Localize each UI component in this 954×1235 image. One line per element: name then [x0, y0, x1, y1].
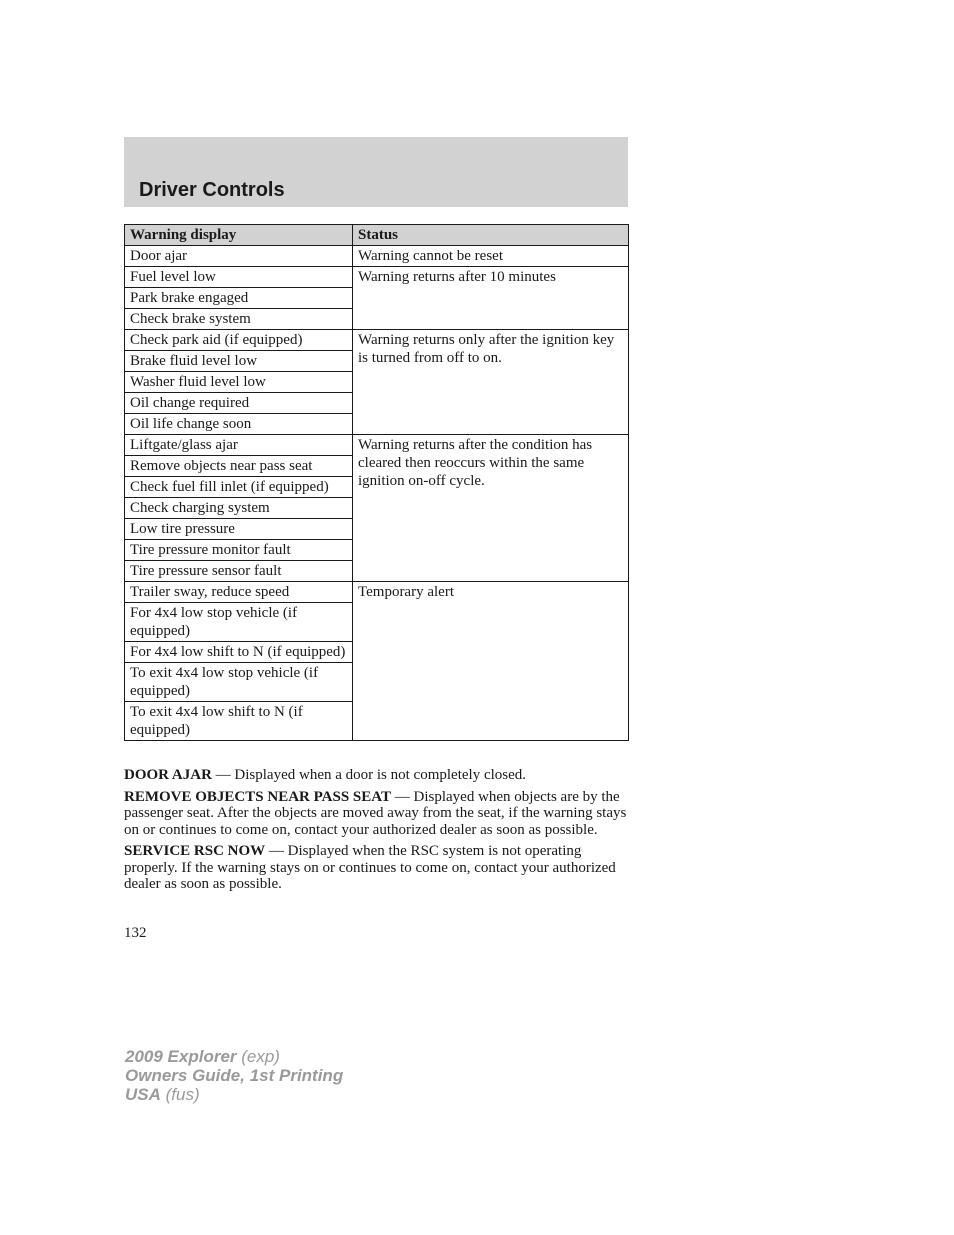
warning-cell: Fuel level low: [125, 267, 353, 288]
page-number: 132: [124, 925, 147, 941]
desc-remove-objects: — Displayed when objects are by the passenger seat. After the objects are moved away from the seat, if the warning stays on or continues to come on, contact your authorized dealer as soon as possible.: [124, 788, 627, 838]
paragraph-service-rsc: [124, 843, 628, 893]
warning-cell: Washer fluid level low: [125, 372, 353, 393]
footer-market: USA: [125, 1085, 161, 1104]
footer-market-code: (fus): [160, 1085, 200, 1104]
warning-cell: Tire pressure monitor fault: [125, 540, 353, 561]
term-remove-objects: REMOVE OBJECTS NEAR PASS SEAT: [124, 788, 391, 805]
warning-cell: Park brake engaged: [125, 288, 353, 309]
table-row: [125, 267, 629, 288]
table-header-row: [125, 225, 629, 246]
column-header-status: Status: [353, 225, 629, 246]
warning-cell: Check park aid (if equipped): [125, 330, 353, 351]
table-row: [125, 246, 629, 267]
warning-cell: Brake fluid level low: [125, 351, 353, 372]
desc-service-rsc: — Displayed when the RSC system is not operating properly. If the warning stays on or continues to come on, contact your authorized dealer as soon as possible.: [124, 843, 616, 892]
footer-guide: Owners Guide, 1st Printing: [125, 1066, 344, 1085]
table-row: [125, 330, 629, 351]
footer-model: 2009 Explorer: [125, 1047, 237, 1066]
desc-door-ajar: — Displayed when a door is not completely closed.: [211, 767, 527, 783]
warning-cell: To exit 4x4 low shift to N (if equipped): [125, 702, 353, 741]
warning-cell: Check brake system: [125, 309, 353, 330]
warning-cell: Check fuel fill inlet (if equipped): [125, 477, 353, 498]
status-cell: Warning returns only after the ignition key is turned from off to on.: [353, 330, 629, 435]
warning-cell: Oil change required: [125, 393, 353, 414]
paragraph-remove-objects: [124, 789, 628, 839]
status-cell: Warning returns after the condition has cleared then reoccurs within the same ignition on-off cycle.: [353, 435, 629, 582]
footer-line-3: [125, 1085, 343, 1104]
warning-cell: To exit 4x4 low stop vehicle (if equipped): [125, 663, 353, 702]
warning-cell: Oil life change soon: [125, 414, 353, 435]
term-door-ajar: DOOR AJAR: [124, 767, 212, 783]
section-header-band: [124, 137, 628, 207]
warning-cell: For 4x4 low stop vehicle (if equipped): [125, 603, 353, 642]
status-cell: Warning returns after 10 minutes: [353, 267, 629, 330]
warning-cell: Liftgate/glass ajar: [125, 435, 353, 456]
footer-line-2: [125, 1066, 343, 1085]
warning-cell: Trailer sway, reduce speed: [125, 582, 353, 603]
footer-line-1: [125, 1047, 343, 1066]
term-service-rsc: SERVICE RSC NOW: [124, 843, 266, 859]
description-text: [124, 767, 628, 898]
status-cell: Temporary alert: [353, 582, 629, 741]
table-row: [125, 582, 629, 603]
warning-cell: Door ajar: [125, 246, 353, 267]
warning-cell: For 4x4 low shift to N (if equipped): [125, 642, 353, 663]
footer-model-code: (exp): [236, 1047, 280, 1066]
status-cell: Warning cannot be reset: [353, 246, 629, 267]
paragraph-door-ajar: [124, 767, 628, 784]
warning-cell: Remove objects near pass seat: [125, 456, 353, 477]
table-row: [125, 435, 629, 456]
warning-cell: Tire pressure sensor fault: [125, 561, 353, 582]
column-header-warning: Warning display: [125, 225, 353, 246]
document-footer: [125, 1047, 343, 1104]
section-title: Driver Controls: [139, 179, 285, 201]
warning-table: [124, 224, 629, 741]
warning-cell: Low tire pressure: [125, 519, 353, 540]
warning-cell: Check charging system: [125, 498, 353, 519]
